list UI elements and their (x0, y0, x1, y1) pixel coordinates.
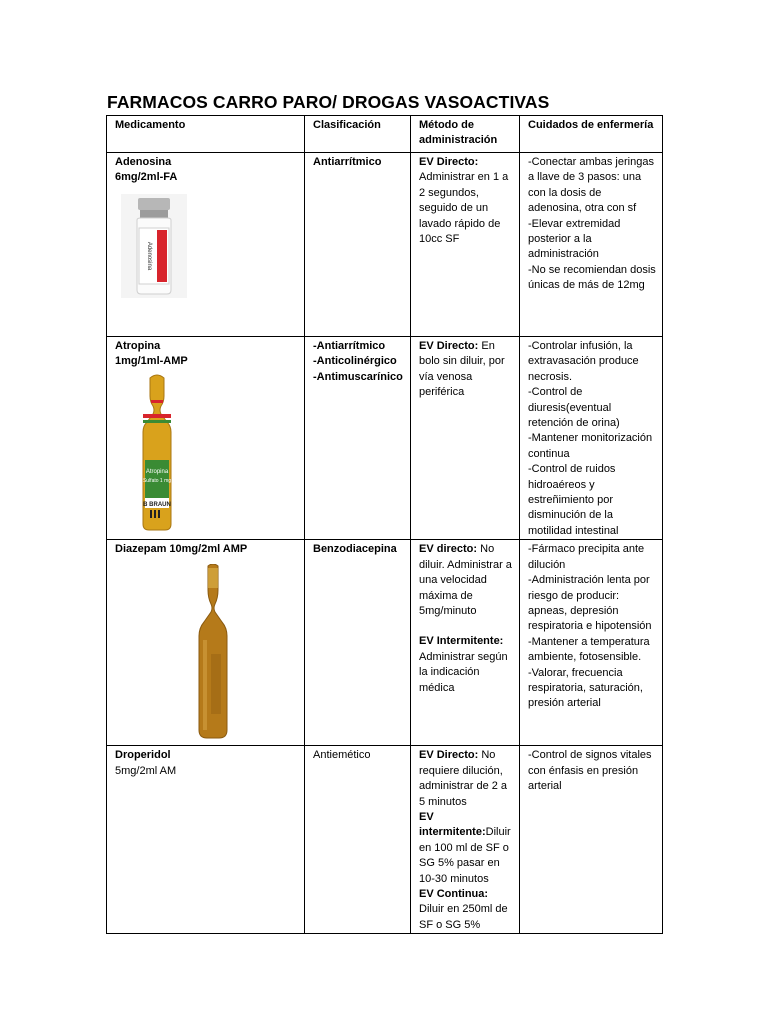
header-metodo: Método de administración (411, 116, 520, 153)
method-text: Administrar en 1 a 2 segundos, seguido de un lavado rápido de 10cc SF (419, 171, 509, 246)
medicamento-cell (107, 746, 305, 934)
care-line: -Mantener monitorización continua (528, 432, 653, 460)
metodo-cell (411, 337, 520, 540)
drug-dose: 5mg/2ml AM (115, 764, 177, 777)
method-text: Diluir en 100 ml de SF o SG 5% pasar en 10-30 minutos (419, 826, 511, 885)
metodo-cell (411, 540, 520, 746)
header-row (107, 116, 663, 153)
method-label: EV Directo: (419, 156, 479, 168)
method-label: EV Directo: (419, 749, 479, 762)
care-line: -Controlar infusión, la extravasación produce necrosis. (528, 340, 639, 383)
classification-line: Antiarrítmico (313, 156, 382, 168)
atropine-label-2: Sulfato 1 mg (142, 477, 172, 484)
medicamento-cell (107, 153, 305, 337)
method-text: Administrar según la indicación médica (419, 650, 508, 694)
medicamento-cell (107, 540, 305, 746)
drug-name: Atropina (115, 340, 161, 352)
drug-name: Droperidol (115, 749, 171, 762)
atropine-brand: B BRAUN (143, 501, 171, 508)
diazepam-ampule-icon (191, 564, 235, 740)
table-row (107, 337, 663, 540)
method-text: No requiere dilución, administrar de 2 a 5 minutos (419, 749, 508, 808)
cuidados-cell (520, 540, 663, 746)
adenosine-vial-icon (121, 194, 187, 298)
medicamento-cell (107, 337, 305, 540)
method-label: EV intermitente: (419, 810, 486, 839)
care-line: -Elevar extremidad posterior a la administración (528, 217, 621, 261)
classification-line: Antiemético (313, 749, 371, 762)
method-label: EV directo: (419, 543, 478, 556)
method-text: No diluir. Administrar a una velocidad máxima de 5mg/minuto (419, 543, 512, 617)
atropine-label-1: Atropina (145, 468, 169, 475)
header-clasificacion: Clasificación (305, 116, 411, 153)
method-text: En bolo sin diluir, por vía venosa periférica (419, 340, 505, 399)
care-line: -Control de signos vitales con énfasis en presión arterial (528, 749, 652, 793)
method-label: EV Intermitente: (419, 635, 504, 648)
metodo-cell (411, 746, 520, 934)
drug-name: Diazepam 10mg/2ml AMP (115, 543, 248, 556)
header-medicamento: Medicamento (107, 116, 305, 153)
care-line: -Conectar ambas jeringas a llave de 3 pasos: una con la dosis de adenosina, otra con sf (528, 156, 654, 215)
clasificacion-cell (305, 746, 411, 934)
care-line: -Fármaco precipita ante dilución (528, 543, 645, 571)
care-line: -Valorar, frecuencia respiratoria, saturación, presión arterial (528, 666, 643, 710)
adenosine-label: Adenosina (146, 241, 152, 270)
cuidados-cell (520, 746, 663, 934)
care-line: -Control de diuresis(eventual retención de orina) (528, 386, 620, 430)
header-cuidados: Cuidados de enfermería (520, 116, 663, 153)
method-label: EV Directo: (419, 340, 479, 352)
table-row (107, 540, 663, 746)
classification-line: Benzodiacepina (313, 543, 397, 556)
method-block (419, 810, 513, 887)
spacer (419, 619, 513, 634)
classification-line: -Antimuscarínico (313, 370, 403, 383)
cuidados-cell (520, 337, 663, 540)
clasificacion-cell (305, 337, 411, 540)
atropine-ampule-icon (137, 374, 177, 532)
drug-dose: 1mg/1ml-AMP (115, 355, 188, 368)
table-row (107, 153, 663, 337)
method-text: Diluir en 250ml de SF o SG 5% (419, 903, 508, 931)
method-label: EV Continua: (419, 887, 489, 900)
classification-line: -Anticolinérgico (313, 355, 397, 368)
care-line: -Administración lenta por riesgo de producir: apneas, depresión respiratoria e hipotensión (528, 574, 652, 633)
classification-line: -Antiarrítmico (313, 340, 386, 352)
table-row (107, 746, 663, 934)
drug-name: Adenosina (115, 156, 172, 168)
care-line: -Mantener a temperatura ambiente, fotosensible. (528, 635, 650, 664)
drug-table (106, 115, 663, 934)
clasificacion-cell (305, 153, 411, 337)
metodo-cell (411, 153, 520, 337)
drug-dose: 6mg/2ml-FA (115, 171, 178, 184)
document-title: FARMACOS CARRO PARO/ DROGAS VASOACTIVAS (107, 92, 550, 112)
cuidados-cell (520, 153, 663, 337)
clasificacion-cell (305, 540, 411, 746)
care-line: -Control de ruidos hidroaéreos y estreñimiento por disminución de la motilidad intestinal (528, 463, 619, 537)
care-line: -No se recomiendan dosis únicas de más de 12mg (528, 263, 656, 292)
